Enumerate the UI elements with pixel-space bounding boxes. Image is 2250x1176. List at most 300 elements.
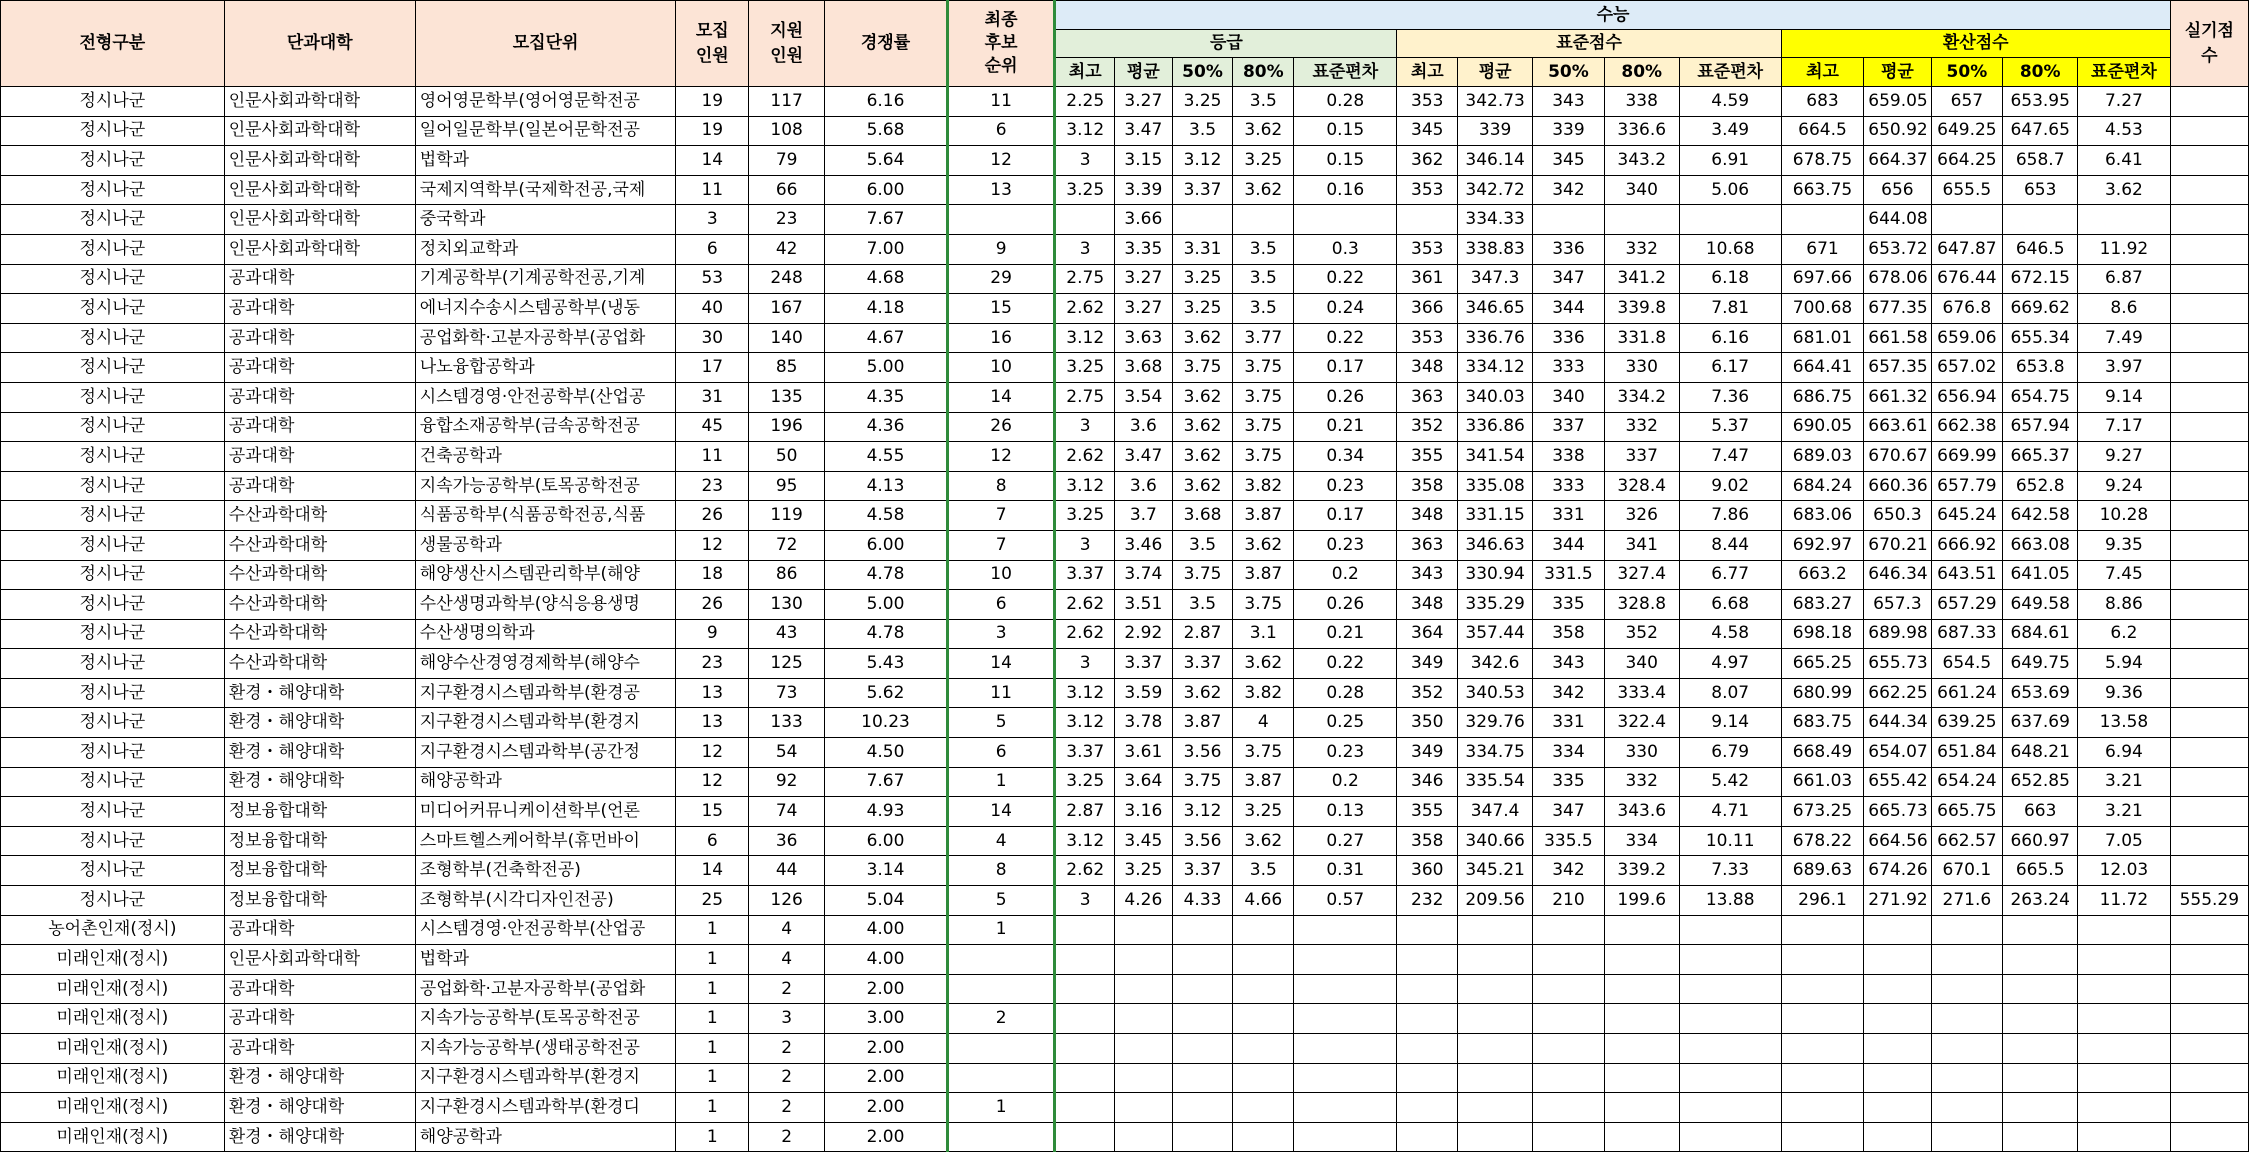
cell-type[interactable]: 정시나군	[1, 412, 225, 442]
cell-converted-p50[interactable]: 647.87	[1931, 234, 2003, 264]
cell-converted-p80[interactable]: 647.65	[2003, 116, 2078, 146]
cell-standard-avg[interactable]: 335.54	[1458, 767, 1533, 797]
cell-college[interactable]: 수산과학대학	[224, 530, 415, 560]
cell-grade-p80[interactable]	[1233, 915, 1294, 945]
cell-converted-stdev[interactable]: 9.35	[2078, 530, 2171, 560]
cell-quota[interactable]: 30	[676, 323, 749, 353]
cell-standard-stdev[interactable]: 8.44	[1679, 530, 1781, 560]
cell-college[interactable]: 공과대학	[224, 323, 415, 353]
cell-grade-stdev[interactable]: 0.34	[1294, 442, 1397, 472]
cell-ratio[interactable]: 4.68	[825, 264, 948, 294]
cell-grade-p80[interactable]	[1233, 974, 1294, 1004]
cell-standard-max[interactable]: 343	[1397, 560, 1458, 590]
cell-converted-stdev[interactable]: 6.87	[2078, 264, 2171, 294]
cell-standard-stdev[interactable]	[1679, 1093, 1781, 1123]
cell-unit[interactable]: 생물공학과	[415, 530, 676, 560]
cell-converted-avg[interactable]: 655.42	[1864, 767, 1931, 797]
cell-converted-p50[interactable]	[1931, 945, 2003, 975]
cell-quota[interactable]: 1	[676, 1004, 749, 1034]
cell-converted-stdev[interactable]: 6.41	[2078, 146, 2171, 176]
cell-grade-max[interactable]: 3.25	[1055, 353, 1115, 383]
cell-grade-avg[interactable]	[1115, 1034, 1173, 1064]
cell-grade-stdev[interactable]	[1294, 1122, 1397, 1152]
cell-converted-stdev[interactable]	[2078, 1122, 2171, 1152]
cell-ratio[interactable]: 5.43	[825, 649, 948, 679]
cell-grade-avg[interactable]: 3.78	[1115, 708, 1173, 738]
cell-grade-p80[interactable]: 3.5	[1233, 234, 1294, 264]
cell-converted-max[interactable]: 668.49	[1781, 738, 1864, 768]
cell-grade-max[interactable]: 2.62	[1055, 856, 1115, 886]
cell-standard-p50[interactable]	[1533, 1034, 1605, 1064]
cell-converted-stdev[interactable]	[2078, 945, 2171, 975]
cell-grade-p80[interactable]	[1233, 1093, 1294, 1123]
cell-converted-p80[interactable]: 648.21	[2003, 738, 2078, 768]
cell-standard-avg[interactable]: 336.76	[1458, 323, 1533, 353]
cell-standard-max[interactable]	[1397, 915, 1458, 945]
cell-unit[interactable]: 시스템경영·안전공학부(산업공	[415, 915, 676, 945]
cell-grade-p50[interactable]: 3.87	[1172, 708, 1233, 738]
cell-converted-p80[interactable]	[2003, 1034, 2078, 1064]
cell-grade-stdev[interactable]: 0.28	[1294, 87, 1397, 117]
cell-ratio[interactable]: 10.23	[825, 708, 948, 738]
cell-final-rank[interactable]	[947, 1063, 1055, 1093]
cell-ratio[interactable]: 5.00	[825, 353, 948, 383]
cell-practical[interactable]	[2170, 264, 2248, 294]
cell-standard-p80[interactable]: 328.4	[1604, 471, 1679, 501]
cell-standard-stdev[interactable]: 6.16	[1679, 323, 1781, 353]
cell-grade-stdev[interactable]: 0.15	[1294, 146, 1397, 176]
cell-standard-stdev[interactable]	[1679, 974, 1781, 1004]
cell-type[interactable]: 정시나군	[1, 175, 225, 205]
cell-standard-p50[interactable]: 358	[1533, 619, 1605, 649]
cell-converted-avg[interactable]: 670.21	[1864, 530, 1931, 560]
cell-applicants[interactable]: 4	[749, 945, 825, 975]
cell-converted-p50[interactable]: 670.1	[1931, 856, 2003, 886]
cell-converted-p80[interactable]: 663.08	[2003, 530, 2078, 560]
cell-ratio[interactable]: 6.00	[825, 826, 948, 856]
cell-college[interactable]: 공과대학	[224, 264, 415, 294]
cell-grade-avg[interactable]: 3.37	[1115, 649, 1173, 679]
cell-grade-p80[interactable]: 3.25	[1233, 146, 1294, 176]
cell-college[interactable]: 환경・해양대학	[224, 1093, 415, 1123]
cell-practical[interactable]	[2170, 116, 2248, 146]
cell-standard-avg[interactable]: 341.54	[1458, 442, 1533, 472]
cell-converted-max[interactable]	[1781, 1004, 1864, 1034]
cell-grade-max[interactable]	[1055, 974, 1115, 1004]
cell-converted-stdev[interactable]: 3.21	[2078, 797, 2171, 827]
cell-converted-p50[interactable]: 664.25	[1931, 146, 2003, 176]
cell-converted-max[interactable]: 296.1	[1781, 886, 1864, 916]
cell-ratio[interactable]: 6.16	[825, 87, 948, 117]
cell-standard-max[interactable]: 346	[1397, 767, 1458, 797]
cell-quota[interactable]: 19	[676, 116, 749, 146]
cell-applicants[interactable]: 2	[749, 1063, 825, 1093]
cell-converted-p80[interactable]: 669.62	[2003, 294, 2078, 324]
cell-standard-p50[interactable]: 335	[1533, 590, 1605, 620]
cell-converted-stdev[interactable]: 8.86	[2078, 590, 2171, 620]
cell-college[interactable]: 수산과학대학	[224, 619, 415, 649]
cell-converted-stdev[interactable]: 13.58	[2078, 708, 2171, 738]
cell-college[interactable]: 인문사회과학대학	[224, 234, 415, 264]
cell-grade-p50[interactable]: 3.37	[1172, 175, 1233, 205]
cell-practical[interactable]	[2170, 560, 2248, 590]
cell-grade-avg[interactable]: 3.46	[1115, 530, 1173, 560]
cell-standard-stdev[interactable]: 8.07	[1679, 678, 1781, 708]
cell-final-rank[interactable]: 9	[947, 234, 1055, 264]
cell-converted-p50[interactable]: 666.92	[1931, 530, 2003, 560]
cell-grade-p80[interactable]: 3.87	[1233, 560, 1294, 590]
cell-college[interactable]: 수산과학대학	[224, 649, 415, 679]
cell-final-rank[interactable]: 11	[947, 87, 1055, 117]
cell-grade-max[interactable]: 3.12	[1055, 678, 1115, 708]
cell-grade-max[interactable]	[1055, 915, 1115, 945]
cell-unit[interactable]: 법학과	[415, 945, 676, 975]
cell-quota[interactable]: 1	[676, 915, 749, 945]
cell-converted-stdev[interactable]	[2078, 205, 2171, 235]
cell-grade-avg[interactable]: 3.7	[1115, 501, 1173, 531]
cell-converted-avg[interactable]: 657.3	[1864, 590, 1931, 620]
cell-standard-avg[interactable]: 331.15	[1458, 501, 1533, 531]
cell-standard-avg[interactable]: 346.65	[1458, 294, 1533, 324]
cell-grade-avg[interactable]	[1115, 1122, 1173, 1152]
cell-final-rank[interactable]: 16	[947, 323, 1055, 353]
cell-converted-max[interactable]	[1781, 1122, 1864, 1152]
cell-grade-stdev[interactable]	[1294, 205, 1397, 235]
cell-standard-p80[interactable]: 343.2	[1604, 146, 1679, 176]
cell-grade-avg[interactable]	[1115, 945, 1173, 975]
cell-converted-avg[interactable]	[1864, 1063, 1931, 1093]
cell-grade-p50[interactable]: 3.12	[1172, 797, 1233, 827]
cell-converted-stdev[interactable]: 6.94	[2078, 738, 2171, 768]
cell-converted-stdev[interactable]: 8.6	[2078, 294, 2171, 324]
cell-converted-max[interactable]	[1781, 915, 1864, 945]
cell-grade-stdev[interactable]: 0.2	[1294, 560, 1397, 590]
cell-type[interactable]: 정시나군	[1, 501, 225, 531]
cell-standard-max[interactable]: 355	[1397, 797, 1458, 827]
cell-standard-stdev[interactable]: 7.36	[1679, 382, 1781, 412]
cell-standard-avg[interactable]: 336.86	[1458, 412, 1533, 442]
cell-standard-avg[interactable]: 340.53	[1458, 678, 1533, 708]
cell-standard-p80[interactable]: 339.2	[1604, 856, 1679, 886]
cell-applicants[interactable]: 196	[749, 412, 825, 442]
cell-converted-avg[interactable]	[1864, 1034, 1931, 1064]
cell-final-rank[interactable]: 14	[947, 797, 1055, 827]
cell-standard-avg[interactable]	[1458, 945, 1533, 975]
cell-standard-max[interactable]: 348	[1397, 501, 1458, 531]
cell-grade-stdev[interactable]	[1294, 1004, 1397, 1034]
cell-unit[interactable]: 기계공학부(기계공학전공,기계	[415, 264, 676, 294]
cell-standard-p80[interactable]	[1604, 945, 1679, 975]
cell-grade-p50[interactable]	[1172, 1034, 1233, 1064]
cell-converted-p50[interactable]: 657.29	[1931, 590, 2003, 620]
cell-standard-max[interactable]: 348	[1397, 353, 1458, 383]
cell-converted-p50[interactable]: 687.33	[1931, 619, 2003, 649]
cell-grade-stdev[interactable]: 0.13	[1294, 797, 1397, 827]
cell-converted-avg[interactable]: 655.73	[1864, 649, 1931, 679]
cell-grade-p80[interactable]: 3.77	[1233, 323, 1294, 353]
cell-final-rank[interactable]	[947, 945, 1055, 975]
cell-converted-p80[interactable]	[2003, 1093, 2078, 1123]
cell-standard-p80[interactable]: 341	[1604, 530, 1679, 560]
cell-quota[interactable]: 12	[676, 767, 749, 797]
cell-college[interactable]: 공과대학	[224, 412, 415, 442]
cell-standard-p80[interactable]: 334	[1604, 826, 1679, 856]
cell-converted-max[interactable]	[1781, 1063, 1864, 1093]
cell-converted-avg[interactable]	[1864, 945, 1931, 975]
cell-grade-p80[interactable]	[1233, 945, 1294, 975]
cell-practical[interactable]	[2170, 1034, 2248, 1064]
cell-converted-p80[interactable]: 654.75	[2003, 382, 2078, 412]
cell-college[interactable]: 정보융합대학	[224, 886, 415, 916]
cell-grade-p80[interactable]: 3.1	[1233, 619, 1294, 649]
cell-practical[interactable]	[2170, 797, 2248, 827]
cell-standard-stdev[interactable]: 6.18	[1679, 264, 1781, 294]
cell-quota[interactable]: 11	[676, 175, 749, 205]
cell-practical[interactable]	[2170, 974, 2248, 1004]
cell-standard-p50[interactable]: 331	[1533, 501, 1605, 531]
cell-standard-avg[interactable]: 346.14	[1458, 146, 1533, 176]
cell-converted-p50[interactable]: 662.57	[1931, 826, 2003, 856]
cell-converted-p50[interactable]: 665.75	[1931, 797, 2003, 827]
cell-standard-p50[interactable]: 335.5	[1533, 826, 1605, 856]
cell-grade-p50[interactable]: 3.75	[1172, 353, 1233, 383]
cell-standard-p80[interactable]	[1604, 1063, 1679, 1093]
cell-grade-p80[interactable]: 3.75	[1233, 442, 1294, 472]
cell-standard-p80[interactable]: 339.8	[1604, 294, 1679, 324]
cell-applicants[interactable]: 74	[749, 797, 825, 827]
cell-standard-p50[interactable]	[1533, 945, 1605, 975]
cell-grade-p50[interactable]: 3.62	[1172, 678, 1233, 708]
cell-applicants[interactable]: 86	[749, 560, 825, 590]
cell-grade-avg[interactable]: 3.27	[1115, 264, 1173, 294]
cell-applicants[interactable]: 66	[749, 175, 825, 205]
cell-applicants[interactable]: 54	[749, 738, 825, 768]
cell-grade-p50[interactable]: 3.37	[1172, 649, 1233, 679]
cell-standard-p80[interactable]	[1604, 205, 1679, 235]
cell-grade-p80[interactable]: 3.87	[1233, 767, 1294, 797]
cell-standard-stdev[interactable]: 7.86	[1679, 501, 1781, 531]
cell-grade-max[interactable]	[1055, 1004, 1115, 1034]
cell-standard-max[interactable]: 353	[1397, 323, 1458, 353]
cell-college[interactable]: 인문사회과학대학	[224, 945, 415, 975]
cell-converted-p80[interactable]	[2003, 1122, 2078, 1152]
cell-final-rank[interactable]: 1	[947, 767, 1055, 797]
cell-standard-p50[interactable]: 345	[1533, 146, 1605, 176]
cell-grade-p50[interactable]	[1172, 205, 1233, 235]
cell-grade-max[interactable]: 2.62	[1055, 619, 1115, 649]
cell-converted-max[interactable]: 683	[1781, 87, 1864, 117]
cell-final-rank[interactable]	[947, 974, 1055, 1004]
cell-applicants[interactable]: 2	[749, 1093, 825, 1123]
cell-type[interactable]: 미래인재(정시)	[1, 1004, 225, 1034]
cell-standard-avg[interactable]: 347.3	[1458, 264, 1533, 294]
cell-converted-stdev[interactable]: 6.2	[2078, 619, 2171, 649]
cell-standard-stdev[interactable]	[1679, 915, 1781, 945]
cell-standard-max[interactable]: 358	[1397, 471, 1458, 501]
cell-quota[interactable]: 14	[676, 856, 749, 886]
cell-grade-stdev[interactable]: 0.26	[1294, 382, 1397, 412]
cell-converted-stdev[interactable]: 9.36	[2078, 678, 2171, 708]
cell-practical[interactable]	[2170, 826, 2248, 856]
cell-applicants[interactable]: 117	[749, 87, 825, 117]
cell-final-rank[interactable]: 8	[947, 856, 1055, 886]
cell-type[interactable]: 정시나군	[1, 530, 225, 560]
cell-converted-max[interactable]: 664.5	[1781, 116, 1864, 146]
cell-ratio[interactable]: 4.13	[825, 471, 948, 501]
cell-standard-stdev[interactable]: 7.81	[1679, 294, 1781, 324]
cell-converted-avg[interactable]	[1864, 1093, 1931, 1123]
cell-quota[interactable]: 1	[676, 1093, 749, 1123]
cell-final-rank[interactable]: 11	[947, 678, 1055, 708]
cell-converted-stdev[interactable]: 9.14	[2078, 382, 2171, 412]
cell-practical[interactable]	[2170, 945, 2248, 975]
cell-grade-p50[interactable]: 3.25	[1172, 87, 1233, 117]
cell-converted-avg[interactable]: 650.3	[1864, 501, 1931, 531]
cell-college[interactable]: 인문사회과학대학	[224, 116, 415, 146]
cell-grade-avg[interactable]: 3.74	[1115, 560, 1173, 590]
cell-standard-max[interactable]: 363	[1397, 382, 1458, 412]
cell-practical[interactable]	[2170, 471, 2248, 501]
cell-type[interactable]: 정시나군	[1, 87, 225, 117]
cell-grade-max[interactable]: 2.87	[1055, 797, 1115, 827]
cell-type[interactable]: 정시나군	[1, 323, 225, 353]
cell-quota[interactable]: 53	[676, 264, 749, 294]
cell-quota[interactable]: 6	[676, 826, 749, 856]
cell-converted-avg[interactable]: 664.37	[1864, 146, 1931, 176]
cell-standard-p80[interactable]	[1604, 1034, 1679, 1064]
cell-ratio[interactable]: 3.00	[825, 1004, 948, 1034]
cell-grade-max[interactable]	[1055, 1063, 1115, 1093]
cell-final-rank[interactable]: 4	[947, 826, 1055, 856]
cell-type[interactable]: 정시나군	[1, 116, 225, 146]
cell-type[interactable]: 정시나군	[1, 797, 225, 827]
cell-type[interactable]: 농어촌인재(정시)	[1, 915, 225, 945]
cell-standard-p50[interactable]: 347	[1533, 797, 1605, 827]
cell-grade-p50[interactable]: 3.62	[1172, 323, 1233, 353]
cell-standard-max[interactable]: 363	[1397, 530, 1458, 560]
cell-converted-p50[interactable]: 657.79	[1931, 471, 2003, 501]
cell-final-rank[interactable]: 14	[947, 382, 1055, 412]
cell-grade-avg[interactable]: 3.6	[1115, 412, 1173, 442]
cell-converted-stdev[interactable]: 7.27	[2078, 87, 2171, 117]
cell-converted-p80[interactable]: 653.95	[2003, 87, 2078, 117]
cell-converted-max[interactable]: 690.05	[1781, 412, 1864, 442]
cell-converted-max[interactable]: 680.99	[1781, 678, 1864, 708]
cell-type[interactable]: 미래인재(정시)	[1, 1063, 225, 1093]
cell-applicants[interactable]: 23	[749, 205, 825, 235]
cell-final-rank[interactable]: 13	[947, 175, 1055, 205]
cell-standard-stdev[interactable]: 5.37	[1679, 412, 1781, 442]
cell-grade-stdev[interactable]: 0.21	[1294, 619, 1397, 649]
cell-final-rank[interactable]: 26	[947, 412, 1055, 442]
cell-converted-max[interactable]	[1781, 945, 1864, 975]
cell-unit[interactable]: 지속가능공학부(생태공학전공	[415, 1034, 676, 1064]
cell-ratio[interactable]: 6.00	[825, 175, 948, 205]
cell-type[interactable]: 정시나군	[1, 146, 225, 176]
cell-standard-p50[interactable]: 333	[1533, 353, 1605, 383]
cell-standard-stdev[interactable]: 4.58	[1679, 619, 1781, 649]
cell-quota[interactable]: 40	[676, 294, 749, 324]
cell-college[interactable]: 공과대학	[224, 294, 415, 324]
cell-grade-p50[interactable]: 3.12	[1172, 146, 1233, 176]
cell-converted-stdev[interactable]	[2078, 915, 2171, 945]
cell-applicants[interactable]: 72	[749, 530, 825, 560]
cell-grade-stdev[interactable]: 0.28	[1294, 678, 1397, 708]
cell-applicants[interactable]: 2	[749, 1034, 825, 1064]
cell-converted-max[interactable]: 663.2	[1781, 560, 1864, 590]
cell-grade-p80[interactable]: 3.75	[1233, 382, 1294, 412]
cell-grade-max[interactable]: 3	[1055, 234, 1115, 264]
cell-grade-p80[interactable]: 3.62	[1233, 175, 1294, 205]
cell-converted-avg[interactable]	[1864, 915, 1931, 945]
cell-converted-max[interactable]: 678.75	[1781, 146, 1864, 176]
cell-standard-stdev[interactable]: 7.47	[1679, 442, 1781, 472]
cell-converted-max[interactable]: 678.22	[1781, 826, 1864, 856]
cell-college[interactable]: 환경・해양대학	[224, 708, 415, 738]
cell-grade-avg[interactable]: 3.63	[1115, 323, 1173, 353]
cell-standard-p50[interactable]: 334	[1533, 738, 1605, 768]
cell-grade-stdev[interactable]: 0.31	[1294, 856, 1397, 886]
cell-converted-max[interactable]: 663.75	[1781, 175, 1864, 205]
cell-standard-stdev[interactable]: 9.02	[1679, 471, 1781, 501]
cell-ratio[interactable]: 4.36	[825, 412, 948, 442]
cell-grade-avg[interactable]: 3.68	[1115, 353, 1173, 383]
cell-type[interactable]: 정시나군	[1, 205, 225, 235]
cell-grade-max[interactable]	[1055, 1034, 1115, 1064]
cell-type[interactable]: 정시나군	[1, 649, 225, 679]
cell-college[interactable]: 정보융합대학	[224, 856, 415, 886]
cell-converted-p50[interactable]	[1931, 915, 2003, 945]
cell-grade-avg[interactable]	[1115, 1093, 1173, 1123]
cell-converted-p50[interactable]: 676.8	[1931, 294, 2003, 324]
cell-practical[interactable]	[2170, 501, 2248, 531]
cell-grade-avg[interactable]: 3.64	[1115, 767, 1173, 797]
cell-standard-stdev[interactable]: 4.71	[1679, 797, 1781, 827]
cell-grade-avg[interactable]: 3.15	[1115, 146, 1173, 176]
cell-converted-p80[interactable]	[2003, 205, 2078, 235]
cell-quota[interactable]: 13	[676, 708, 749, 738]
cell-grade-stdev[interactable]: 0.22	[1294, 323, 1397, 353]
cell-standard-p50[interactable]	[1533, 205, 1605, 235]
cell-unit[interactable]: 영어영문학부(영어영문학전공	[415, 87, 676, 117]
cell-applicants[interactable]: 130	[749, 590, 825, 620]
cell-converted-p80[interactable]: 665.37	[2003, 442, 2078, 472]
cell-standard-stdev[interactable]: 13.88	[1679, 886, 1781, 916]
cell-standard-p50[interactable]: 343	[1533, 87, 1605, 117]
cell-final-rank[interactable]: 12	[947, 442, 1055, 472]
cell-grade-p50[interactable]: 3.62	[1172, 442, 1233, 472]
cell-type[interactable]: 정시나군	[1, 856, 225, 886]
cell-grade-avg[interactable]	[1115, 974, 1173, 1004]
cell-unit[interactable]: 해양생산시스템관리학부(해양	[415, 560, 676, 590]
cell-grade-p50[interactable]: 3.62	[1172, 412, 1233, 442]
cell-grade-p50[interactable]: 3.56	[1172, 738, 1233, 768]
cell-standard-p50[interactable]	[1533, 974, 1605, 1004]
cell-final-rank[interactable]	[947, 205, 1055, 235]
cell-grade-avg[interactable]: 3.27	[1115, 87, 1173, 117]
cell-converted-avg[interactable]: 662.25	[1864, 678, 1931, 708]
cell-standard-p80[interactable]: 332	[1604, 412, 1679, 442]
cell-converted-p80[interactable]	[2003, 915, 2078, 945]
cell-converted-max[interactable]: 698.18	[1781, 619, 1864, 649]
cell-standard-max[interactable]: 352	[1397, 678, 1458, 708]
cell-converted-stdev[interactable]: 3.62	[2078, 175, 2171, 205]
cell-standard-avg[interactable]: 346.63	[1458, 530, 1533, 560]
cell-standard-p80[interactable]: 340	[1604, 175, 1679, 205]
cell-quota[interactable]: 3	[676, 205, 749, 235]
cell-final-rank[interactable]: 7	[947, 530, 1055, 560]
cell-grade-max[interactable]: 3.25	[1055, 175, 1115, 205]
